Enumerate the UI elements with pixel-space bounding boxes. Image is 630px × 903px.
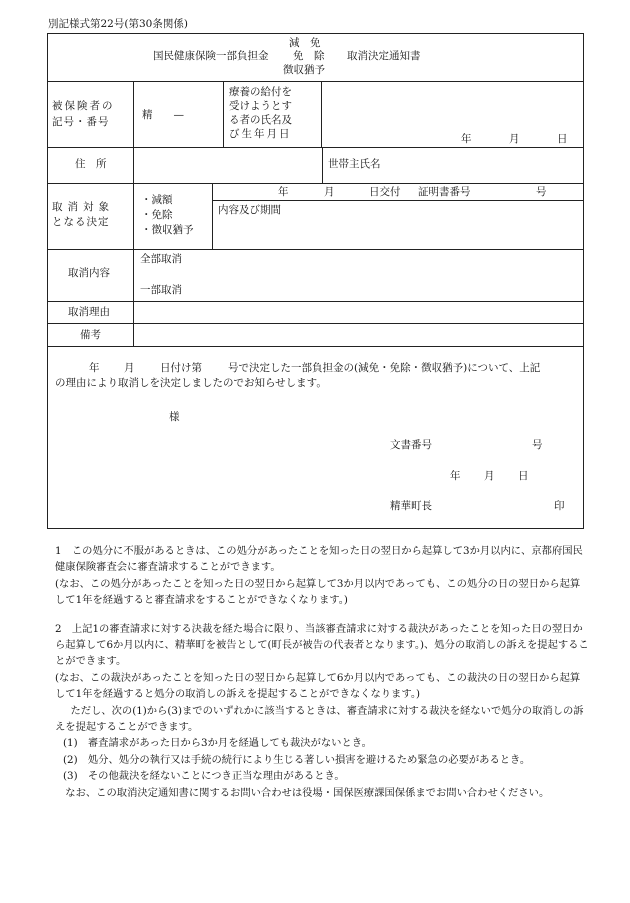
title-main-right: 取消決定通知書 — [347, 50, 421, 62]
option-full-cancel: 全部取消 — [140, 253, 182, 265]
notice-line2: の理由により取消しを決定しましたのでお知らせします。 — [55, 377, 327, 389]
cert-number-suffix: 号 — [536, 186, 547, 198]
note-1: 1 この処分に不服があるときは、この処分があったことを知った日の翌日から起算して3か月以内に、京都府国民健康保険審査会に審査請求することができます。 — [55, 545, 583, 574]
issued-year: 年 — [278, 186, 289, 198]
recipient-label-4: び生年月日 — [229, 128, 292, 140]
form-label: 別記様式第22号(第30条関係) — [48, 18, 188, 30]
birth-year: 年 — [461, 133, 472, 145]
address-label: 住 所 — [75, 158, 107, 170]
option-reduction: ・減額 — [141, 194, 173, 206]
notice-date: 日付け第 — [160, 362, 202, 374]
birth-month: 月 — [509, 133, 520, 145]
note-2-supplement: (なお、この裁決があったことを知った日の翌日から起算して6か月以内であっても、この裁決の日の翌日から起算して1年を経過すると処分の取消しの訴えを提起することができなくなります。) — [55, 671, 581, 701]
issued-day: 日交付 — [369, 186, 401, 198]
title-bottom: 徴収猶予 — [283, 64, 325, 76]
date-day: 日 — [518, 470, 529, 482]
note-2-item-2: (2) 処分、処分の執行又は手続の続行により生じる著しい損害を避けるため緊急の必要があるとき。 — [63, 753, 531, 766]
title-main-left: 国民健康保険一部負担金 — [153, 50, 269, 62]
note-2-proviso: ただし、次の(1)から(3)までのいずれかに該当するときは、審査請求に対する裁決を経ないで処分の取消しの訴えを提起することができます。 — [55, 704, 584, 734]
seal-mark: 印 — [554, 500, 565, 512]
notice-year: 年 — [89, 362, 100, 374]
title-main-mid: 免 除 — [293, 50, 325, 62]
notice-line1: 号で決定した一部負担金の(減免・免除・徴収猶予)について、上記 — [228, 362, 541, 374]
note-2: 2 上記1の審査請求に対する決裁を経た場合に限り、当該審査請求に対する裁決があったことを知った日の翌日から起算して6か月以内に、精華町を被告として(町長が被告の代表者となります。)、処分の取消しの訴えを提起することができます。 — [55, 622, 589, 668]
note-2-item-3: (3) その他裁決を経ないことにつき正当な理由があるとき。 — [63, 770, 345, 783]
content-period-label: 内容及び期間 — [218, 204, 281, 216]
cancel-target-label-2: となる決定 — [52, 216, 110, 228]
recipient-label-1: 療養の給付を — [229, 86, 292, 98]
cancel-target-label-1: 取消対象 — [52, 201, 114, 213]
doc-number-label: 文書番号 — [390, 439, 432, 451]
recipient-label-3: る者の氏名及 — [229, 114, 292, 126]
option-deferral: ・徴収猶予 — [141, 224, 194, 236]
note-inquiry: なお、この取消決定通知書に関するお問い合わせは役場・国保医療課国保係までお問い合わせください。 — [65, 786, 550, 799]
issued-month: 月 — [324, 186, 335, 198]
remarks-label: 備考 — [80, 329, 101, 341]
doc-number-suffix: 号 — [532, 439, 543, 451]
birth-day: 日 — [557, 133, 568, 145]
cancel-reason-label: 取消理由 — [68, 306, 110, 318]
note-1-supplement: (なお、この処分があったことを知った日の翌日から起算して3か月以内であっても、この処分の日の翌日から起算して1年を経過すると審査請求をすることができなくなります。) — [55, 577, 581, 607]
insured-label-2: 記号・番号 — [52, 116, 110, 128]
cert-number-label: 証明書番号 — [418, 186, 471, 198]
title-top: 減 免 — [289, 37, 321, 49]
date-month: 月 — [484, 470, 495, 482]
cancel-content-label: 取消内容 — [68, 267, 110, 279]
insured-label-1: 被保険者の — [52, 100, 115, 112]
recipient-label-2: 受けようとす — [229, 100, 292, 112]
issuer-name: 精華町長 — [390, 500, 432, 512]
honorific-sama: 様 — [169, 411, 180, 423]
option-partial-cancel: 一部取消 — [140, 284, 182, 296]
option-exemption: ・免除 — [141, 209, 173, 221]
appeal-notes — [55, 543, 590, 801]
date-year: 年 — [450, 470, 461, 482]
householder-label: 世帯主氏名 — [328, 158, 381, 170]
notice-month: 月 — [124, 362, 135, 374]
note-2-item-1: (1) 審査請求があった日から3か月を経過しても裁決がないとき。 — [63, 737, 372, 750]
insured-value: 精 — — [142, 109, 184, 121]
